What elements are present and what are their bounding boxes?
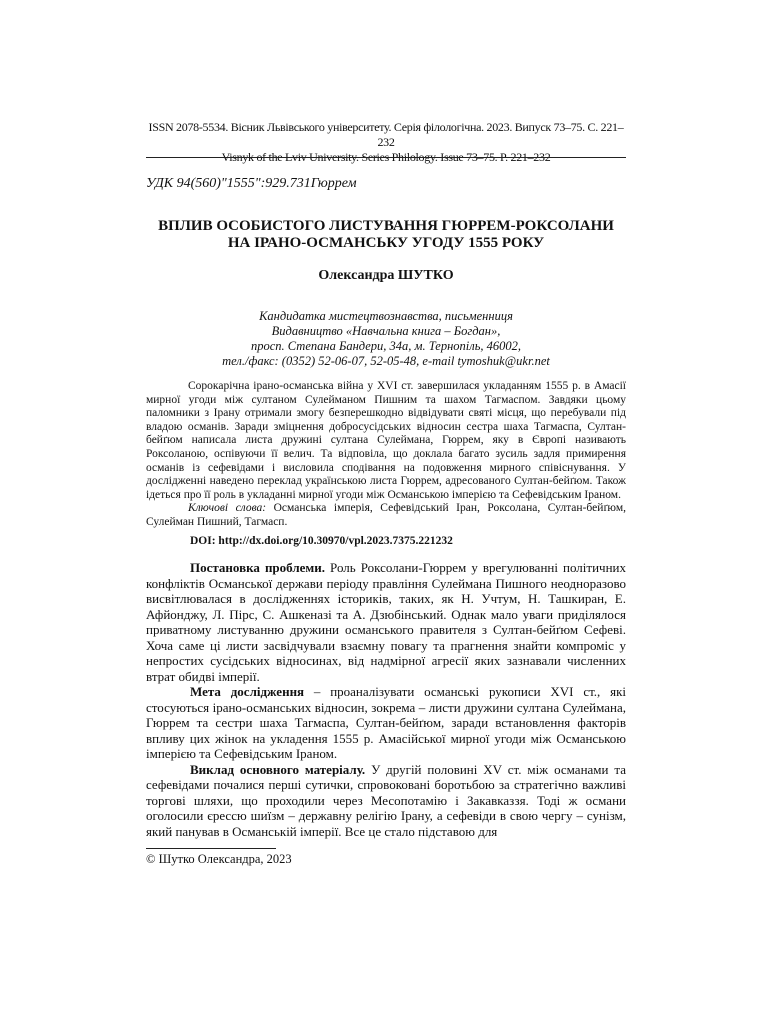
article-title xyxy=(146,218,626,252)
abstract-text: Сорокарічна ірано-османська війна у XVI ст. завершилася укладанням 1555 р. в Амасії мирної угоди між султаном Сулейманом Пишним та шахом Тагмаспом. Завдяки цьому паломники з Ірану отримали змогу безперешкодно відвідувати святі місця, що перебували під владою османів. Заради зміцнення добросусідських відносин сестра шаха Тагмаспа, Султан-бейґюм написала листа дружині султана Сулеймана, Гюррем, яку в Європі називають Роксоланою, оспівуючи її велич. Та відповіла, що доклала багато зусиль задля примирення османів із сефевідами і висловила сподівання на подовження мирного співіснування. У дослідженні наведено переклад українською листа Гюррем, адресованого Султан-бейґюм. Також ідеться про її роль в укладанні мирної угоди між Османською імперією та Сефевідським Іраном. xyxy=(146,380,626,501)
keywords-list: Османська імперія, Сефевідський Іран, Роксолана, Султан-бейґюм, Сулейман Пишний, Тагмасп. xyxy=(146,502,626,528)
journal-header xyxy=(146,120,626,165)
paragraph-main xyxy=(146,762,626,840)
keywords-label: Ключові слова: xyxy=(188,502,267,515)
paragraph-problem-heading: Постановка проблеми. xyxy=(190,560,325,575)
paragraph-problem xyxy=(146,560,626,684)
author-affiliation xyxy=(146,309,626,369)
keywords xyxy=(146,502,626,529)
footnote-divider xyxy=(146,848,276,849)
affiliation-degree: Кандидатка мистецтвознавства, письменниця xyxy=(259,309,513,323)
header-english-line: Visnyk of the Lviv University. Series Philology. Issue 73–75. P. 221–232 xyxy=(221,150,551,164)
title-line-1: ВПЛИВ ОСОБИСТОГО ЛИСТУВАННЯ ГЮРРЕМ-РОКСОЛАНИ xyxy=(158,218,614,234)
udk-code: УДК 94(560)"1555":929.731Гюррем xyxy=(146,176,357,191)
abstract xyxy=(146,380,626,530)
header-divider xyxy=(146,157,626,158)
paragraph-main-text: У другій половині XV ст. між османами та сефевідами почалися перші сутички, спровоковані боротьбою за стратегічно важливі торгові шляхи, що проходили через Месопотамію і Закавказзя. Тоді ж османи оголосили єрессю шиїзм – державну релігію Ірану, а сефевіди в свою чергу – сунізм, який панував в Османській імперії. Все це стало підставою для xyxy=(146,761,626,839)
paragraph-main-heading: Виклад основного матеріалу. xyxy=(190,761,366,777)
doi-link[interactable]: DOI: http://dx.doi.org/10.30970/vpl.2023.7375.221232 xyxy=(190,535,453,547)
paragraph-problem-text: Роль Роксолани-Гюррем у врегулюванні політичних конфліктів Османської держави періоду правління Сулеймана Пишного неодноразово висвітлювалася в дослідженнях істориків, таких, як Н. Учтум, Н. Ташкиран, Е. Афйонджу, Л. Пірс, С. Ашкеназі та А. Дзюбінський. Однак мало уваги приділялося приватному листуванню дружини османського правителя з Султан-бейґюм Сефеві. Хоча саме ці листи засвідчували взаємну повагу та прагнення знайти компроміс у непростих сусідських відносинах, від надмірної агресії яких зазнавали численних втрат обидві імперії. xyxy=(146,560,626,684)
paragraph-goal-text: – проаналізувати османські рукописи XVI ст., які стосуються ірано-османських відносин, зокрема – листи дружини султана Сулеймана, Гюррем та сестри шаха Тагмаспа, Султан-бейґюм, заради встановлення факторів впливу цих жінок на укладення 1555 р. Амасійської мирної угоди між Османською імперією та Сефевідським Іраном. xyxy=(146,684,627,761)
article-body xyxy=(146,560,626,839)
paragraph-goal-heading: Мета дослідження xyxy=(190,684,305,699)
paragraph-goal xyxy=(146,684,626,762)
header-issn-line: ISSN 2078-5534. Вісник Львівського університету. Серія філологічна. 2023. Випуск 73–75. С. 221–232 xyxy=(148,120,624,149)
author-name: Олександра ШУТКО xyxy=(318,268,454,283)
copyright-footnote: © Шутко Олександра, 2023 xyxy=(146,852,292,866)
affiliation-contacts: тел./факс: (0352) 52-06-07, 52-05-48, e-mail tymoshuk@ukr.net xyxy=(222,354,550,368)
title-line-2: НА ІРАНО-ОСМАНСЬКУ УГОДУ 1555 РОКУ xyxy=(227,235,545,251)
affiliation-publisher: Видавництво «Навчальна книга – Богдан», xyxy=(271,324,501,338)
affiliation-address: просп. Степана Бандери, 34а, м. Тернопіль, 46002, xyxy=(250,339,522,353)
